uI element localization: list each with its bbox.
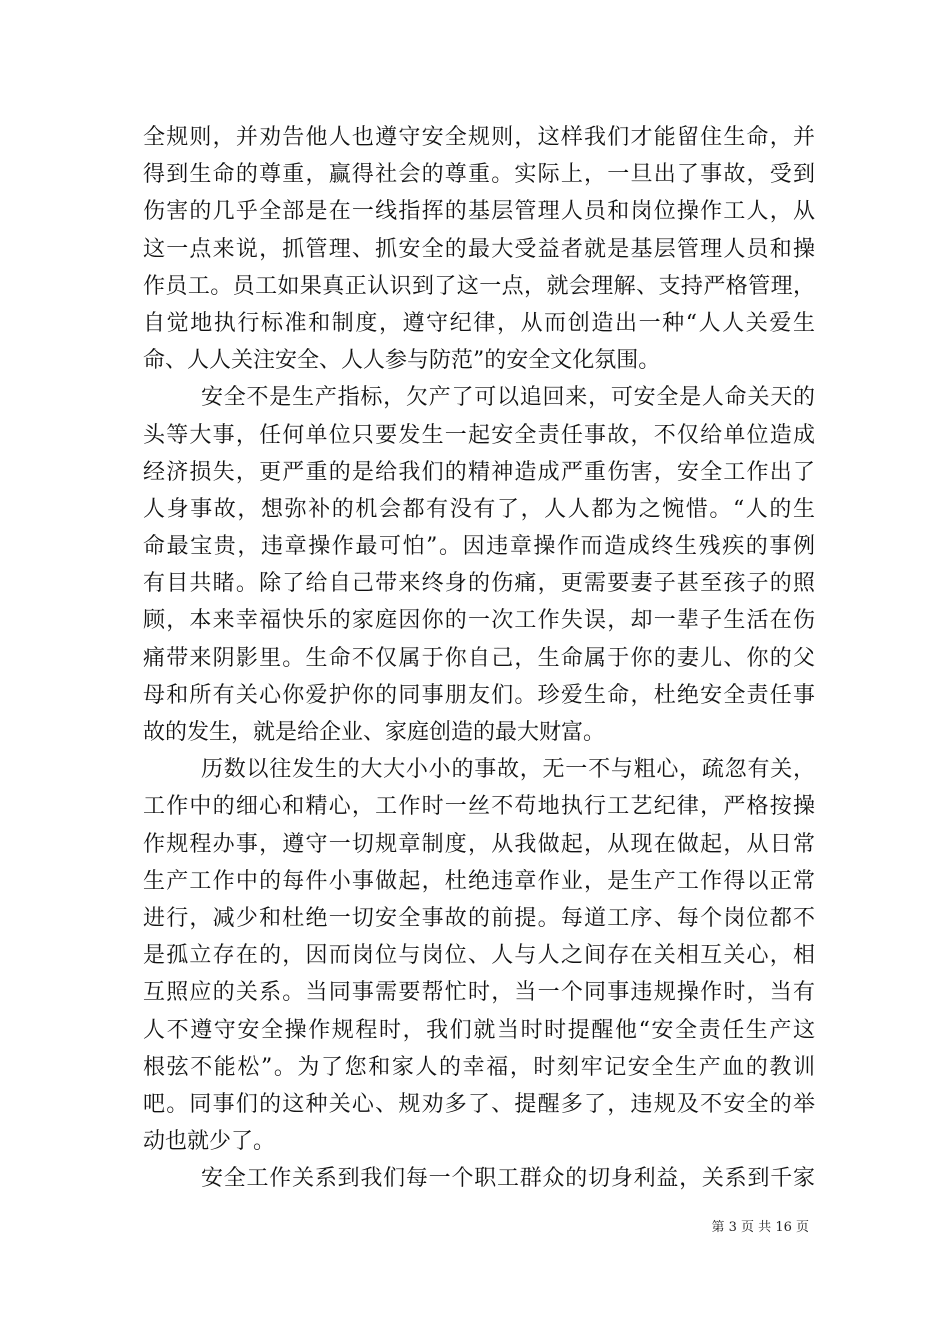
body-text [143, 119, 815, 1197]
text-line: 作规程办事，遵守一切规章制度，从我做起，从现在做起，从日常 [143, 831, 815, 857]
text-line: 根弦不能松”。为了您和家人的幸福，时刻牢记安全生产血的教训 [143, 1054, 815, 1080]
text-line: 历数以往发生的大大小小的事故，无一不与粗心，疏忽有关， [201, 757, 815, 783]
text-line: 伤害的几乎全部是在一线指挥的基层管理人员和岗位操作工人，从 [143, 199, 815, 225]
page-number-footer: 第 3 页 共 16 页 [711, 1220, 809, 1235]
text-line: 作员工。员工如果真正认识到了这一点，就会理解、支持严格管理， [143, 273, 815, 299]
text-line: 安全工作关系到我们每一个职工群众的切身利益，关系到千家 [201, 1166, 815, 1192]
text-line: 全规则，并劝告他人也遵守安全规则，这样我们才能留住生命，并 [143, 125, 815, 150]
text-line: 这一点来说，抓管理、抓安全的最大受益者就是基层管理人员和操 [143, 236, 815, 262]
text-line: 命最宝贵，违章操作最可怕”。因违章操作而造成终生残疾的事例 [143, 534, 815, 560]
paragraph [143, 119, 815, 379]
text-line: 动也就少了。 [143, 1129, 276, 1155]
text-line: 生产工作中的每件小事做起，杜绝违章作业，是生产工作得以正常 [143, 868, 815, 894]
text-line: 母和所有关心你爱护你的同事朋友们。珍爱生命，杜绝安全责任事 [143, 682, 815, 708]
text-line: 故的发生，就是给企业、家庭创造的最大财富。 [143, 720, 606, 745]
text-line: 人不遵守安全操作规程时，我们就当时时提醒他“安全责任生产这 [143, 1017, 815, 1043]
text-line: 是孤立存在的，因而岗位与岗位、人与人之间存在关相互关心，相 [143, 943, 815, 969]
text-line: 得到生命的尊重，赢得社会的尊重。实际上，一旦出了事故，受到 [143, 162, 815, 188]
text-line: 进行，减少和杜绝一切安全事故的前提。每道工序、每个岗位都不 [143, 905, 815, 931]
text-line: 经济损失，更严重的是给我们的精神造成严重伤害，安全工作出了 [143, 459, 815, 485]
text-line: 吧。同事们的这种关心、规劝多了、提醒多了，违规及不安全的举 [143, 1091, 815, 1117]
text-line: 自觉地执行标准和制度，遵守纪律，从而创造出一种“人人关爱生 [143, 310, 815, 336]
text-line: 命、人人关注安全、人人参与防范”的安全文化氛围。 [143, 348, 661, 374]
paragraph [143, 1160, 815, 1197]
text-line: 安全不是生产指标，欠产了可以追回来，可安全是人命关天的 [201, 385, 815, 411]
text-line: 有目共睹。除了给自己带来终身的伤痛，更需要妻子甚至孩子的照 [143, 571, 815, 597]
text-line: 工作中的细心和精心，工作时一丝不苟地执行工艺纪律，严格按操 [143, 794, 815, 820]
text-line: 互照应的关系。当同事需要帮忙时，当一个同事违规操作时，当有 [143, 980, 815, 1006]
text-line: 人身事故，想弥补的机会都有没有了，人人都为之惋惜。“人的生 [143, 496, 815, 522]
text-line: 顾，本来幸福快乐的家庭因你的一次工作失误，却一辈子生活在伤 [143, 608, 815, 634]
text-line: 头等大事，任何单位只要发生一起安全责任事故，不仅给单位造成 [143, 422, 815, 448]
paragraph [143, 751, 815, 1160]
text-line: 痛带来阴影里。生命不仅属于你自己，生命属于你的妻儿、你的父 [143, 645, 815, 671]
paragraph [143, 379, 815, 751]
